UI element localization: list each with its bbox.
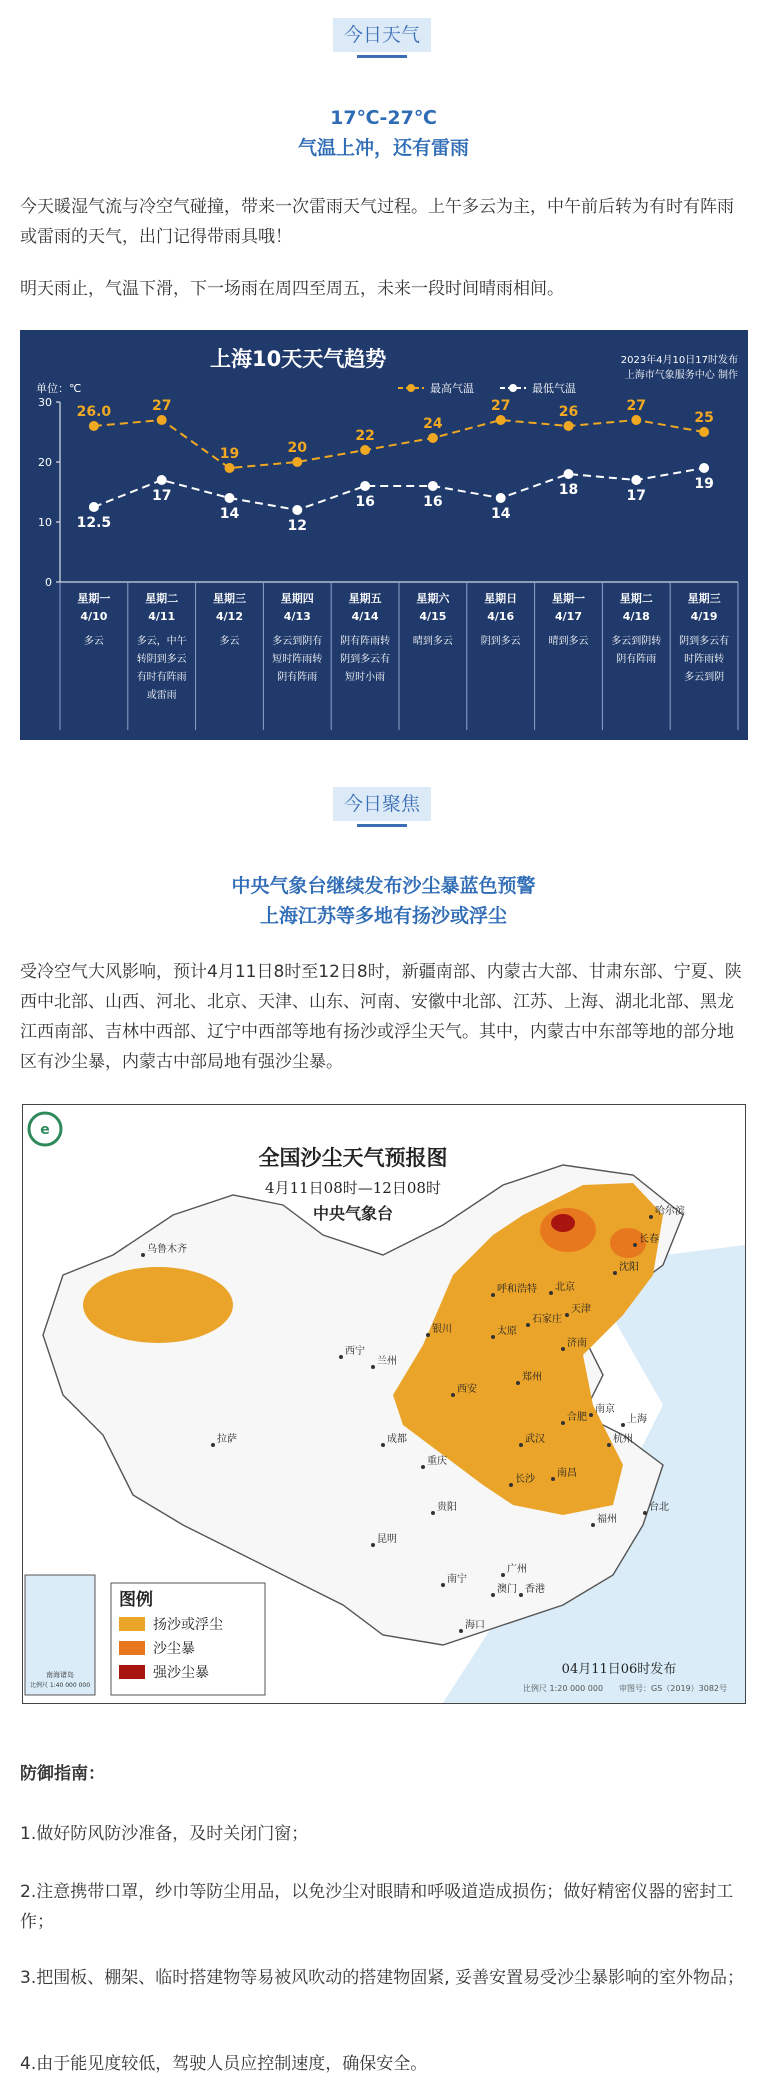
series-2-point-2 xyxy=(157,475,167,485)
city-label-32: 香港 xyxy=(525,1584,545,1595)
day-date-10: 4/19 xyxy=(690,610,718,623)
guide-item-2: 2.注意携带口罩，纱巾等防尘用品，以免沙尘对眼睛和呼吸道造成损伤；做好精密仪器的密封工作； xyxy=(20,1882,734,1932)
day-desc-8-1: 晴到多云 xyxy=(548,636,589,647)
day-date-2: 4/11 xyxy=(148,610,176,623)
series-2-point-1 xyxy=(89,502,99,512)
series-line-1 xyxy=(94,420,704,468)
day-desc-1-1: 多云 xyxy=(83,636,104,647)
series-2-label-6: 16 xyxy=(423,494,443,510)
series-2-point-5 xyxy=(360,481,370,491)
day-desc-5-3: 短时小雨 xyxy=(345,672,386,683)
city-dot-4 xyxy=(613,1271,617,1275)
legend-label-2: 最低气温 xyxy=(532,382,576,395)
city-label-26: 贵阳 xyxy=(437,1502,457,1513)
dust-area-xinjiang xyxy=(83,1267,233,1343)
legend-swatch-3 xyxy=(119,1665,145,1679)
city-label-29: 南宁 xyxy=(447,1574,467,1585)
day-weekday-8: 星期一 xyxy=(552,592,585,605)
city-dot-11 xyxy=(371,1365,375,1369)
series-1-label-9: 27 xyxy=(626,398,647,414)
city-dot-32 xyxy=(519,1593,523,1597)
dust-map-svg xyxy=(23,1105,745,1703)
day-desc-9-2: 阴有阵雨 xyxy=(616,654,657,665)
city-dot-21 xyxy=(381,1443,385,1447)
weather-headline: 气温上冲，还有雷雨 xyxy=(297,137,469,159)
city-dot-22 xyxy=(421,1465,425,1469)
city-dot-30 xyxy=(501,1573,505,1577)
city-label-28: 昆明 xyxy=(377,1534,397,1545)
city-dot-6 xyxy=(549,1291,553,1295)
section-tag-today-weather: 今日天气 xyxy=(333,18,431,52)
series-1-label-3: 19 xyxy=(219,446,240,462)
weather-paragraph-2: 明天雨止，气温下滑，下一场雨在周四至周五，未来一段时间晴雨相间。 xyxy=(20,279,564,299)
city-label-19: 杭州 xyxy=(613,1434,633,1445)
ten-day-chart xyxy=(20,330,748,740)
city-label-7: 天津 xyxy=(571,1304,591,1315)
city-label-18: 上海 xyxy=(627,1414,647,1425)
map-agency: 中央气象台 xyxy=(312,1204,394,1223)
severe-sandstorm-area xyxy=(551,1214,575,1232)
day-date-8: 4/17 xyxy=(555,610,582,623)
series-2-label-2: 17 xyxy=(151,488,172,504)
city-label-20: 武汉 xyxy=(525,1434,545,1445)
series-1-point-5 xyxy=(360,445,370,455)
series-2-label-3: 14 xyxy=(219,506,240,522)
city-dot-5 xyxy=(491,1293,495,1297)
city-dot-20 xyxy=(519,1443,523,1447)
city-label-10: 银川 xyxy=(432,1324,452,1335)
y-tick-label-3: 30 xyxy=(38,396,52,409)
chart-issued: 2023年4月10日17时发布 xyxy=(620,355,738,366)
day-desc-2-2: 转阴到多云 xyxy=(136,654,187,665)
city-label-3: 长春 xyxy=(639,1234,659,1245)
city-dot-28 xyxy=(371,1543,375,1547)
city-label-2: 哈尔滨 xyxy=(655,1206,685,1217)
y-tick-label-0: 0 xyxy=(45,576,52,589)
city-label-13: 济南 xyxy=(567,1338,587,1349)
day-weekday-7: 星期日 xyxy=(484,592,518,605)
city-label-6: 北京 xyxy=(555,1282,575,1293)
map-period: 4月11日08时—12日08时 xyxy=(265,1179,441,1197)
city-dot-27 xyxy=(591,1523,595,1527)
series-1-label-10: 25 xyxy=(694,410,714,426)
series-2-point-9 xyxy=(631,475,641,485)
guide-item-3: 3.把围板、棚架、临时搭建物等易被风吹动的搭建物固紧, 妥善安置易受沙尘暴影响的室外物品； xyxy=(20,1968,745,1988)
city-dot-2 xyxy=(649,1215,653,1219)
day-weekday-1: 星期一 xyxy=(77,592,111,605)
city-dot-33 xyxy=(643,1511,647,1515)
city-dot-9 xyxy=(491,1335,495,1339)
city-label-1: 乌鲁木齐 xyxy=(147,1244,187,1255)
day-desc-10-2: 时阵雨转 xyxy=(684,654,725,665)
chart-title: 上海10天天气趋势 xyxy=(210,347,387,371)
city-dot-18 xyxy=(621,1423,625,1427)
day-desc-4-1: 多云到阴有 xyxy=(272,636,323,647)
city-label-5: 呼和浩特 xyxy=(497,1284,537,1295)
weather-paragraph-1: 今天暖湿气流与冷空气碰撞，带来一次雷雨天气过程。上午多云为主，中午前后转为有时有阵雨或雷雨的天气，出门记得带雨具哦！ xyxy=(20,197,734,247)
map-scale: 比例尺 1:20 000 000 xyxy=(522,1684,604,1693)
day-weekday-2: 星期二 xyxy=(145,592,179,605)
city-label-14: 郑州 xyxy=(522,1372,542,1383)
city-dot-19 xyxy=(607,1443,611,1447)
map-title: 全国沙尘天气预报图 xyxy=(258,1145,448,1170)
day-desc-4-2: 短时阵雨转 xyxy=(272,654,323,665)
day-desc-5-2: 阴到多云有 xyxy=(340,654,391,665)
day-desc-6-1: 晴到多云 xyxy=(412,636,453,647)
y-tick-label-2: 20 xyxy=(38,456,52,469)
series-2-point-7 xyxy=(496,493,506,503)
series-1-label-2: 27 xyxy=(151,398,172,414)
cma-logo-mark: e xyxy=(40,1122,50,1138)
legend-swatch-2 xyxy=(119,1641,145,1655)
city-label-23: 拉萨 xyxy=(217,1434,237,1445)
day-date-4: 4/13 xyxy=(283,610,311,623)
day-desc-10-1: 阴到多云有 xyxy=(679,636,730,647)
legend-marker-2 xyxy=(509,384,517,392)
series-2-label-8: 18 xyxy=(558,482,579,498)
series-2-label-1: 12.5 xyxy=(76,515,112,531)
focus-headline-1: 中央气象台继续发布沙尘暴蓝色预警 xyxy=(231,875,536,897)
series-2-point-3 xyxy=(225,493,235,503)
guide-title: 防御指南： xyxy=(20,1764,105,1784)
legend-label-1: 最高气温 xyxy=(430,382,474,395)
city-dot-23 xyxy=(211,1443,215,1447)
day-weekday-6: 星期六 xyxy=(416,592,450,605)
day-date-7: 4/16 xyxy=(487,610,515,623)
city-dot-34 xyxy=(459,1629,463,1633)
inset-title: 南海诸岛 xyxy=(46,1671,74,1679)
city-label-4: 沈阳 xyxy=(619,1262,639,1273)
series-2-label-7: 14 xyxy=(490,506,511,522)
series-1-point-3 xyxy=(225,463,235,473)
day-desc-4-3: 阴有阵雨 xyxy=(277,672,318,683)
day-desc-10-3: 多云到阴 xyxy=(684,672,725,683)
day-date-9: 4/18 xyxy=(622,610,650,623)
series-2-point-8 xyxy=(564,469,574,479)
chart-unit-label: 单位：℃ xyxy=(36,382,82,395)
city-label-31: 澳门 xyxy=(497,1584,517,1595)
legend-marker-1 xyxy=(407,384,415,392)
day-date-6: 4/15 xyxy=(419,610,447,623)
city-dot-14 xyxy=(516,1381,520,1385)
series-2-label-10: 19 xyxy=(694,476,714,492)
day-desc-7-1: 阴到多云 xyxy=(480,636,521,647)
city-label-30: 广州 xyxy=(507,1564,527,1575)
city-dot-12 xyxy=(339,1355,343,1359)
city-label-34: 海口 xyxy=(465,1620,485,1631)
series-2-label-4: 12 xyxy=(287,518,308,534)
city-label-15: 西安 xyxy=(457,1384,477,1395)
series-line-2 xyxy=(94,468,704,510)
series-2-point-6 xyxy=(428,481,438,491)
series-1-label-5: 22 xyxy=(355,428,375,444)
series-1-point-1 xyxy=(89,421,99,431)
dust-forecast-map xyxy=(22,1104,746,1704)
day-weekday-9: 星期二 xyxy=(619,592,653,605)
city-dot-24 xyxy=(509,1483,513,1487)
city-label-24: 长沙 xyxy=(515,1474,535,1485)
city-label-12: 西宁 xyxy=(345,1346,365,1357)
day-weekday-5: 星期五 xyxy=(348,592,382,605)
series-1-label-8: 26 xyxy=(558,404,579,420)
legend-label-2: 沙尘暴 xyxy=(153,1641,195,1657)
day-desc-3-1: 多云 xyxy=(219,636,240,647)
city-label-21: 成都 xyxy=(387,1434,407,1445)
day-desc-5-1: 阴有阵雨转 xyxy=(340,636,391,647)
series-1-label-7: 27 xyxy=(490,398,511,414)
city-label-11: 兰州 xyxy=(377,1356,397,1367)
city-label-17: 南京 xyxy=(595,1404,615,1415)
city-dot-29 xyxy=(441,1583,445,1587)
legend-swatch-1 xyxy=(119,1617,145,1631)
series-1-label-1: 26.0 xyxy=(76,404,112,420)
day-weekday-10: 星期三 xyxy=(687,592,721,605)
day-desc-2-4: 或雷雨 xyxy=(146,690,177,701)
day-date-5: 4/14 xyxy=(351,610,379,623)
series-1-point-2 xyxy=(157,415,167,425)
series-1-point-8 xyxy=(564,421,574,431)
day-weekday-3: 星期三 xyxy=(213,592,246,605)
city-dot-3 xyxy=(633,1243,637,1247)
temp-range: 17℃-27℃ xyxy=(330,107,437,129)
series-2-label-5: 16 xyxy=(355,494,375,510)
city-dot-15 xyxy=(451,1393,455,1397)
series-1-point-7 xyxy=(496,415,506,425)
map-review-number: 审图号：GS（2019）3082号 xyxy=(619,1684,727,1693)
series-1-point-10 xyxy=(699,427,709,437)
day-desc-2-3: 有时有阵雨 xyxy=(136,672,187,683)
day-date-3: 4/12 xyxy=(216,610,243,623)
map-issued: 04月11日06时发布 xyxy=(561,1662,677,1677)
city-label-9: 太原 xyxy=(497,1326,517,1337)
day-desc-2-1: 多云，中午 xyxy=(136,636,187,647)
series-1-label-4: 20 xyxy=(287,440,308,456)
series-2-point-4 xyxy=(292,505,302,515)
inset-scale: 比例尺 1:40 000 000 xyxy=(29,1682,91,1689)
section-tag-focus: 今日聚焦 xyxy=(333,787,431,821)
city-dot-10 xyxy=(426,1333,430,1337)
city-label-16: 合肥 xyxy=(567,1412,587,1423)
city-dot-26 xyxy=(431,1511,435,1515)
city-dot-13 xyxy=(561,1347,565,1351)
series-1-label-6: 24 xyxy=(423,416,443,432)
city-label-8: 石家庄 xyxy=(532,1314,562,1325)
day-date-1: 4/10 xyxy=(80,610,108,623)
city-label-25: 南昌 xyxy=(557,1468,577,1479)
series-1-point-4 xyxy=(292,457,302,467)
chart-issuer: 上海市气象服务中心 制作 xyxy=(624,370,738,381)
city-dot-31 xyxy=(491,1593,495,1597)
city-dot-1 xyxy=(141,1253,145,1257)
city-dot-8 xyxy=(526,1323,530,1327)
guide-item-1: 1.做好防风防沙准备，及时关闭门窗； xyxy=(20,1824,309,1844)
day-weekday-4: 星期四 xyxy=(280,592,314,605)
series-2-label-9: 17 xyxy=(626,488,647,504)
city-label-22: 重庆 xyxy=(427,1456,447,1467)
city-dot-16 xyxy=(561,1421,565,1425)
day-desc-9-1: 多云到阴转 xyxy=(611,636,662,647)
map-legend-title: 图例 xyxy=(119,1590,153,1610)
series-1-point-6 xyxy=(428,433,438,443)
ten-day-chart-svg xyxy=(20,330,748,740)
y-tick-label-1: 10 xyxy=(38,516,52,529)
city-dot-25 xyxy=(551,1477,555,1481)
series-1-point-9 xyxy=(631,415,641,425)
guide-item-4: 4.由于能见度较低，驾驶人员应控制速度，确保安全。 xyxy=(20,2054,428,2074)
focus-paragraph: 受冷空气大风影响，预计4月11日8时至12日8时，新疆南部、内蒙古大部、甘肃东部、宁夏、陕西中北部、山西、河北、北京、天津、山东、河南、安徽中北部、江苏、上海、湖北北部、黑龙江西南部、吉林中西部、辽宁中西部等地有扬沙或浮尘天气。其中，内蒙古中东部等地的部分地区有沙尘暴，内蒙古中部局地有强沙尘暴。 xyxy=(20,962,742,1072)
city-label-33: 台北 xyxy=(649,1502,669,1513)
city-dot-17 xyxy=(589,1413,593,1417)
legend-label-3: 强沙尘暴 xyxy=(153,1665,209,1681)
city-dot-7 xyxy=(565,1313,569,1317)
city-label-27: 福州 xyxy=(597,1514,617,1525)
focus-headline-2: 上海江苏等多地有扬沙或浮尘 xyxy=(259,905,507,927)
legend-label-1: 扬沙或浮尘 xyxy=(153,1617,223,1633)
series-2-point-10 xyxy=(699,463,709,473)
